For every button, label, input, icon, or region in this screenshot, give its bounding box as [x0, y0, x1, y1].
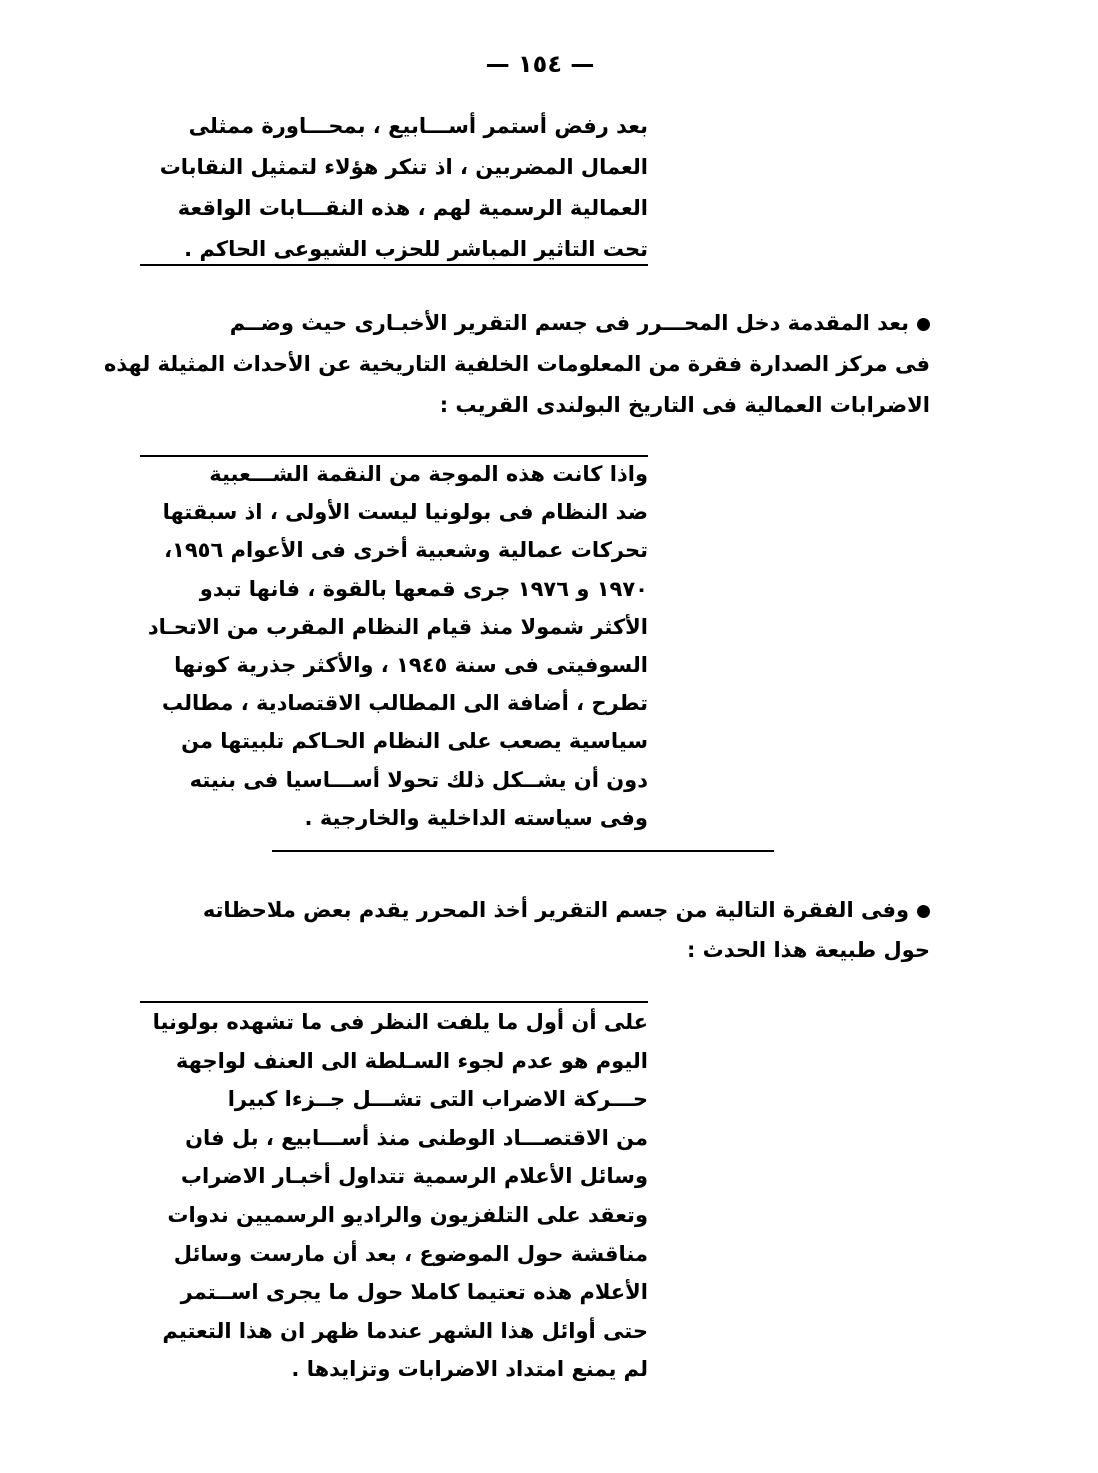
bullet-icon [917, 905, 930, 918]
paragraph-line-text: وفى الفقرة التالية من جسم التقرير أخذ المحرر يقدم بعض ملاحظاته [202, 898, 909, 922]
quote-1-bottom-rule [140, 264, 648, 266]
body-paragraph-1 [103, 303, 930, 426]
quote-block-3 [140, 1003, 648, 1389]
quote-line: وتعقد على التلفزيون والراديو الرسميين ندوات [167, 1202, 648, 1227]
paragraph-line-text: بعد المقدمة دخل المحـــرر فى جسم التقرير الأخبـارى حيث وضــم [229, 311, 909, 335]
quote-line: من الاقتصـــاد الوطنى منذ أســـابيع ، بل فان [185, 1125, 648, 1150]
quote-line: اليوم هو عدم لجوء السـلطة الى العنف لواجهة [175, 1048, 648, 1073]
quote-line: ضد النظام فى بولونيا ليست الأولى ، اذ سبقتها [162, 500, 648, 525]
quote-line: مناقشة حول الموضوع ، بعد أن مارست وسائل [173, 1241, 648, 1266]
quote-line: الأكثر شمولا منذ قيام النظام المقرب من الاتحـاد [147, 614, 648, 639]
quote-line: بعد رفض أستمر أســـابيع ، بمحـــاورة ممثلى [188, 114, 648, 138]
quote-line: سياسية يصعب على النظام الحـاكم تلبيتها من [181, 729, 648, 754]
bullet-icon [917, 318, 930, 331]
quote-line: ١٩٧٠ و ١٩٧٦ جرى قمعها بالقوة ، فانها تبدو [199, 576, 648, 601]
quote-2-bottom-rule [272, 850, 774, 852]
quote-line: لم يمنع امتداد الاضرابات وتزايدها . [291, 1357, 648, 1382]
quote-line: العمالية الرسمية لهم ، هذه النقـــابات الواقعة [177, 196, 648, 220]
quote-line: تحركات عمالية وشعبية أخرى فى الأعوام ١٩٥٦، [164, 538, 648, 563]
quote-line: تطرح ، أضافة الى المطالب الاقتصادية ، مطالب [161, 691, 648, 716]
quote-block-2 [140, 455, 648, 837]
paragraph-line [130, 890, 930, 930]
body-paragraph-2 [130, 890, 930, 970]
quote-block-1 [140, 106, 648, 270]
quote-line: دون أن يشــكل ذلك تحولا أســـاسيا فى بنيته [189, 767, 648, 792]
quote-line: وفى سياسته الداخلية والخارجية . [304, 805, 648, 830]
quote-line: واذا كانت هذه الموجة من النقمة الشـــعبية [209, 462, 648, 486]
quote-line: وسائل الأعلام الرسمية تتداول أخبـار الاضراب [180, 1164, 648, 1189]
quote-line: السوفيتى فى سنة ١٩٤٥ ، والأكثر جذرية كونها [174, 652, 648, 677]
paragraph-line: حول طبيعة هذا الحدث : [686, 938, 930, 962]
paragraph-line: فى مركز الصدارة فقرة من المعلومات الخلفية التاريخية عن الأحداث المثيلة لهذه [103, 352, 930, 376]
quote-line: تحت التاثير المباشر للحزب الشيوعى الحاكم . [184, 237, 648, 261]
quote-line: حـــركة الاضراب التى تشـــل جــزءا كبيرا [227, 1087, 648, 1112]
quote-line: الأعلام هذه تعتيما كاملا حول ما يجرى اســتمر [180, 1280, 648, 1305]
quote-line: على أن أول ما يلفت النظر فى ما تشهده بولونيا [152, 1010, 648, 1034]
paragraph-line [130, 303, 930, 344]
quote-line: العمال المضربين ، اذ تنكر هؤلاء لتمثيل النقابات [159, 155, 648, 179]
page-number: — ١٥٤ — [485, 50, 595, 78]
paragraph-line: الاضرابات العمالية فى التاريخ البولندى القريب : [439, 393, 930, 417]
quote-line: حتى أوائل هذا الشهر عندما ظهر ان هذا التعتيم [162, 1318, 648, 1343]
